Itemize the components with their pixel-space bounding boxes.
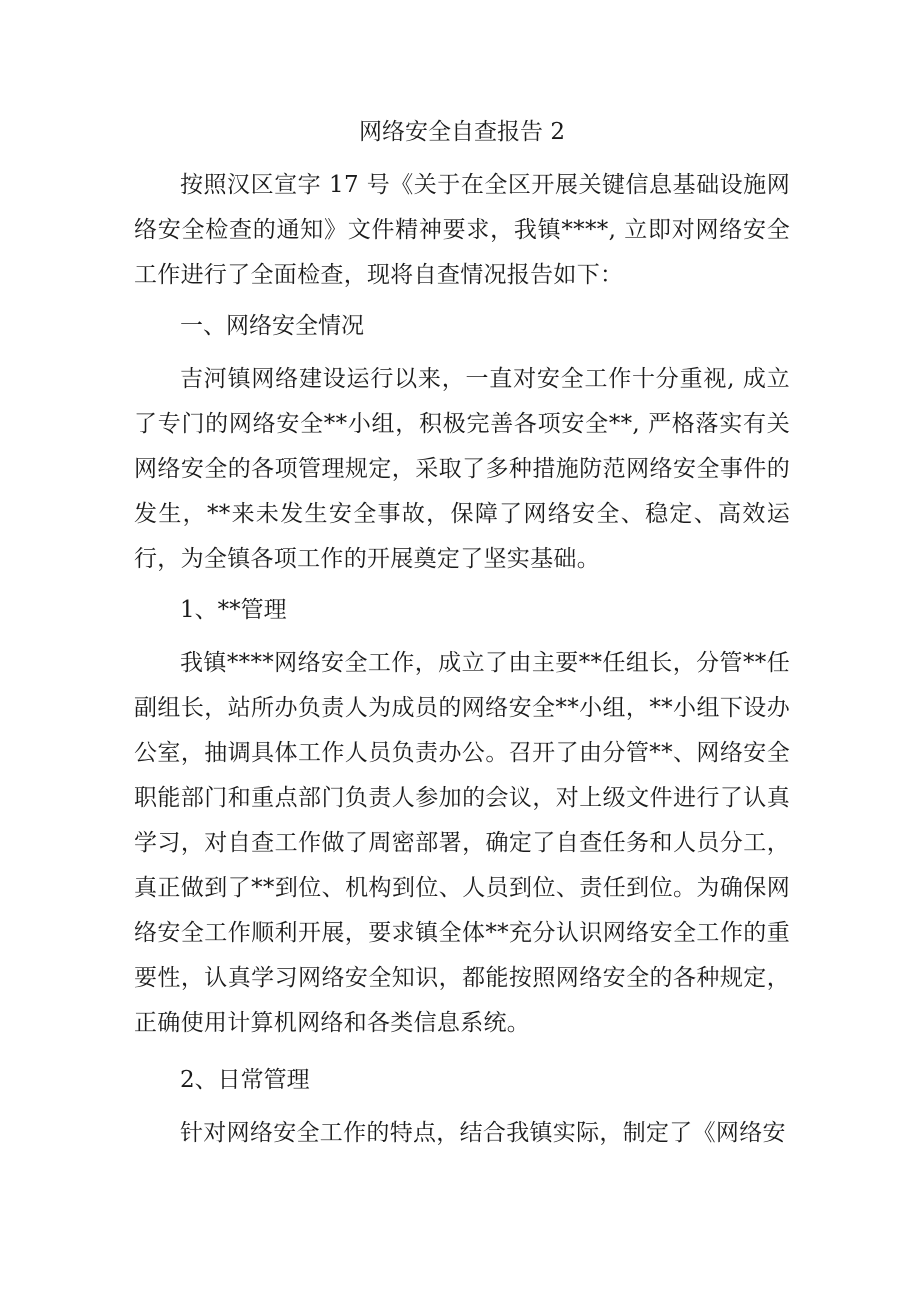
document-page — [134, 112, 790, 1156]
spacer — [134, 1046, 790, 1054]
section-heading-network-security: 一、网络安全情况 — [180, 313, 364, 339]
subsection-paragraph-daily-management: 针对网络安全工作的特点，结合我镇实际，制定了《网络安 — [180, 1120, 786, 1146]
subsection-heading-daily-management: 2、日常管理 — [180, 1067, 310, 1093]
document-title: 网络安全自查报告 2 — [359, 119, 565, 145]
subsection-heading-management: 1、**管理 — [180, 597, 287, 623]
subsection-paragraph-management: 我镇****网络安全工作，成立了由主要**任组长，分管**任副组长，站所办负责人为成员的网络安全**小组，**小组下设办公室，抽调具体工作人员负责办公。召开了由分管**、网络安全职能部门和重点部门负责人参加的会议，对上级文件进行了认真学习，对自查工作做了周密部署，确定了自查任务和人员分工，真正做到了**到位、机构到位、人员到位、责任到位。为确保网络安全工作顺利开展，要求镇全体**充分认识网络安全工作的重要性，认真学习网络安全知识，都能按照网络安全的各种规定，正确使用计算机网络和各类信息系统。 — [134, 650, 790, 1036]
intro-paragraph: 按照汉区宣字 17 号《关于在全区开展关键信息基础设施网络安全检查的通知》文件精神要求，我镇****, 立即对网络安全工作进行了全面检查，现将自查情况报告如下： — [134, 172, 790, 288]
section-paragraph-network-security: 吉河镇网络建设运行以来，一直对安全工作十分重视, 成立了专门的网络安全**小组，积极完善各项安全**, 严格落实有关网络安全的各项管理规定，采取了多种措施防范网络安全事件的发生，**来未发生安全事故，保障了网络安全、稳定、高效运行，为全镇各项工作的开展奠定了坚实基础。 — [134, 366, 790, 572]
